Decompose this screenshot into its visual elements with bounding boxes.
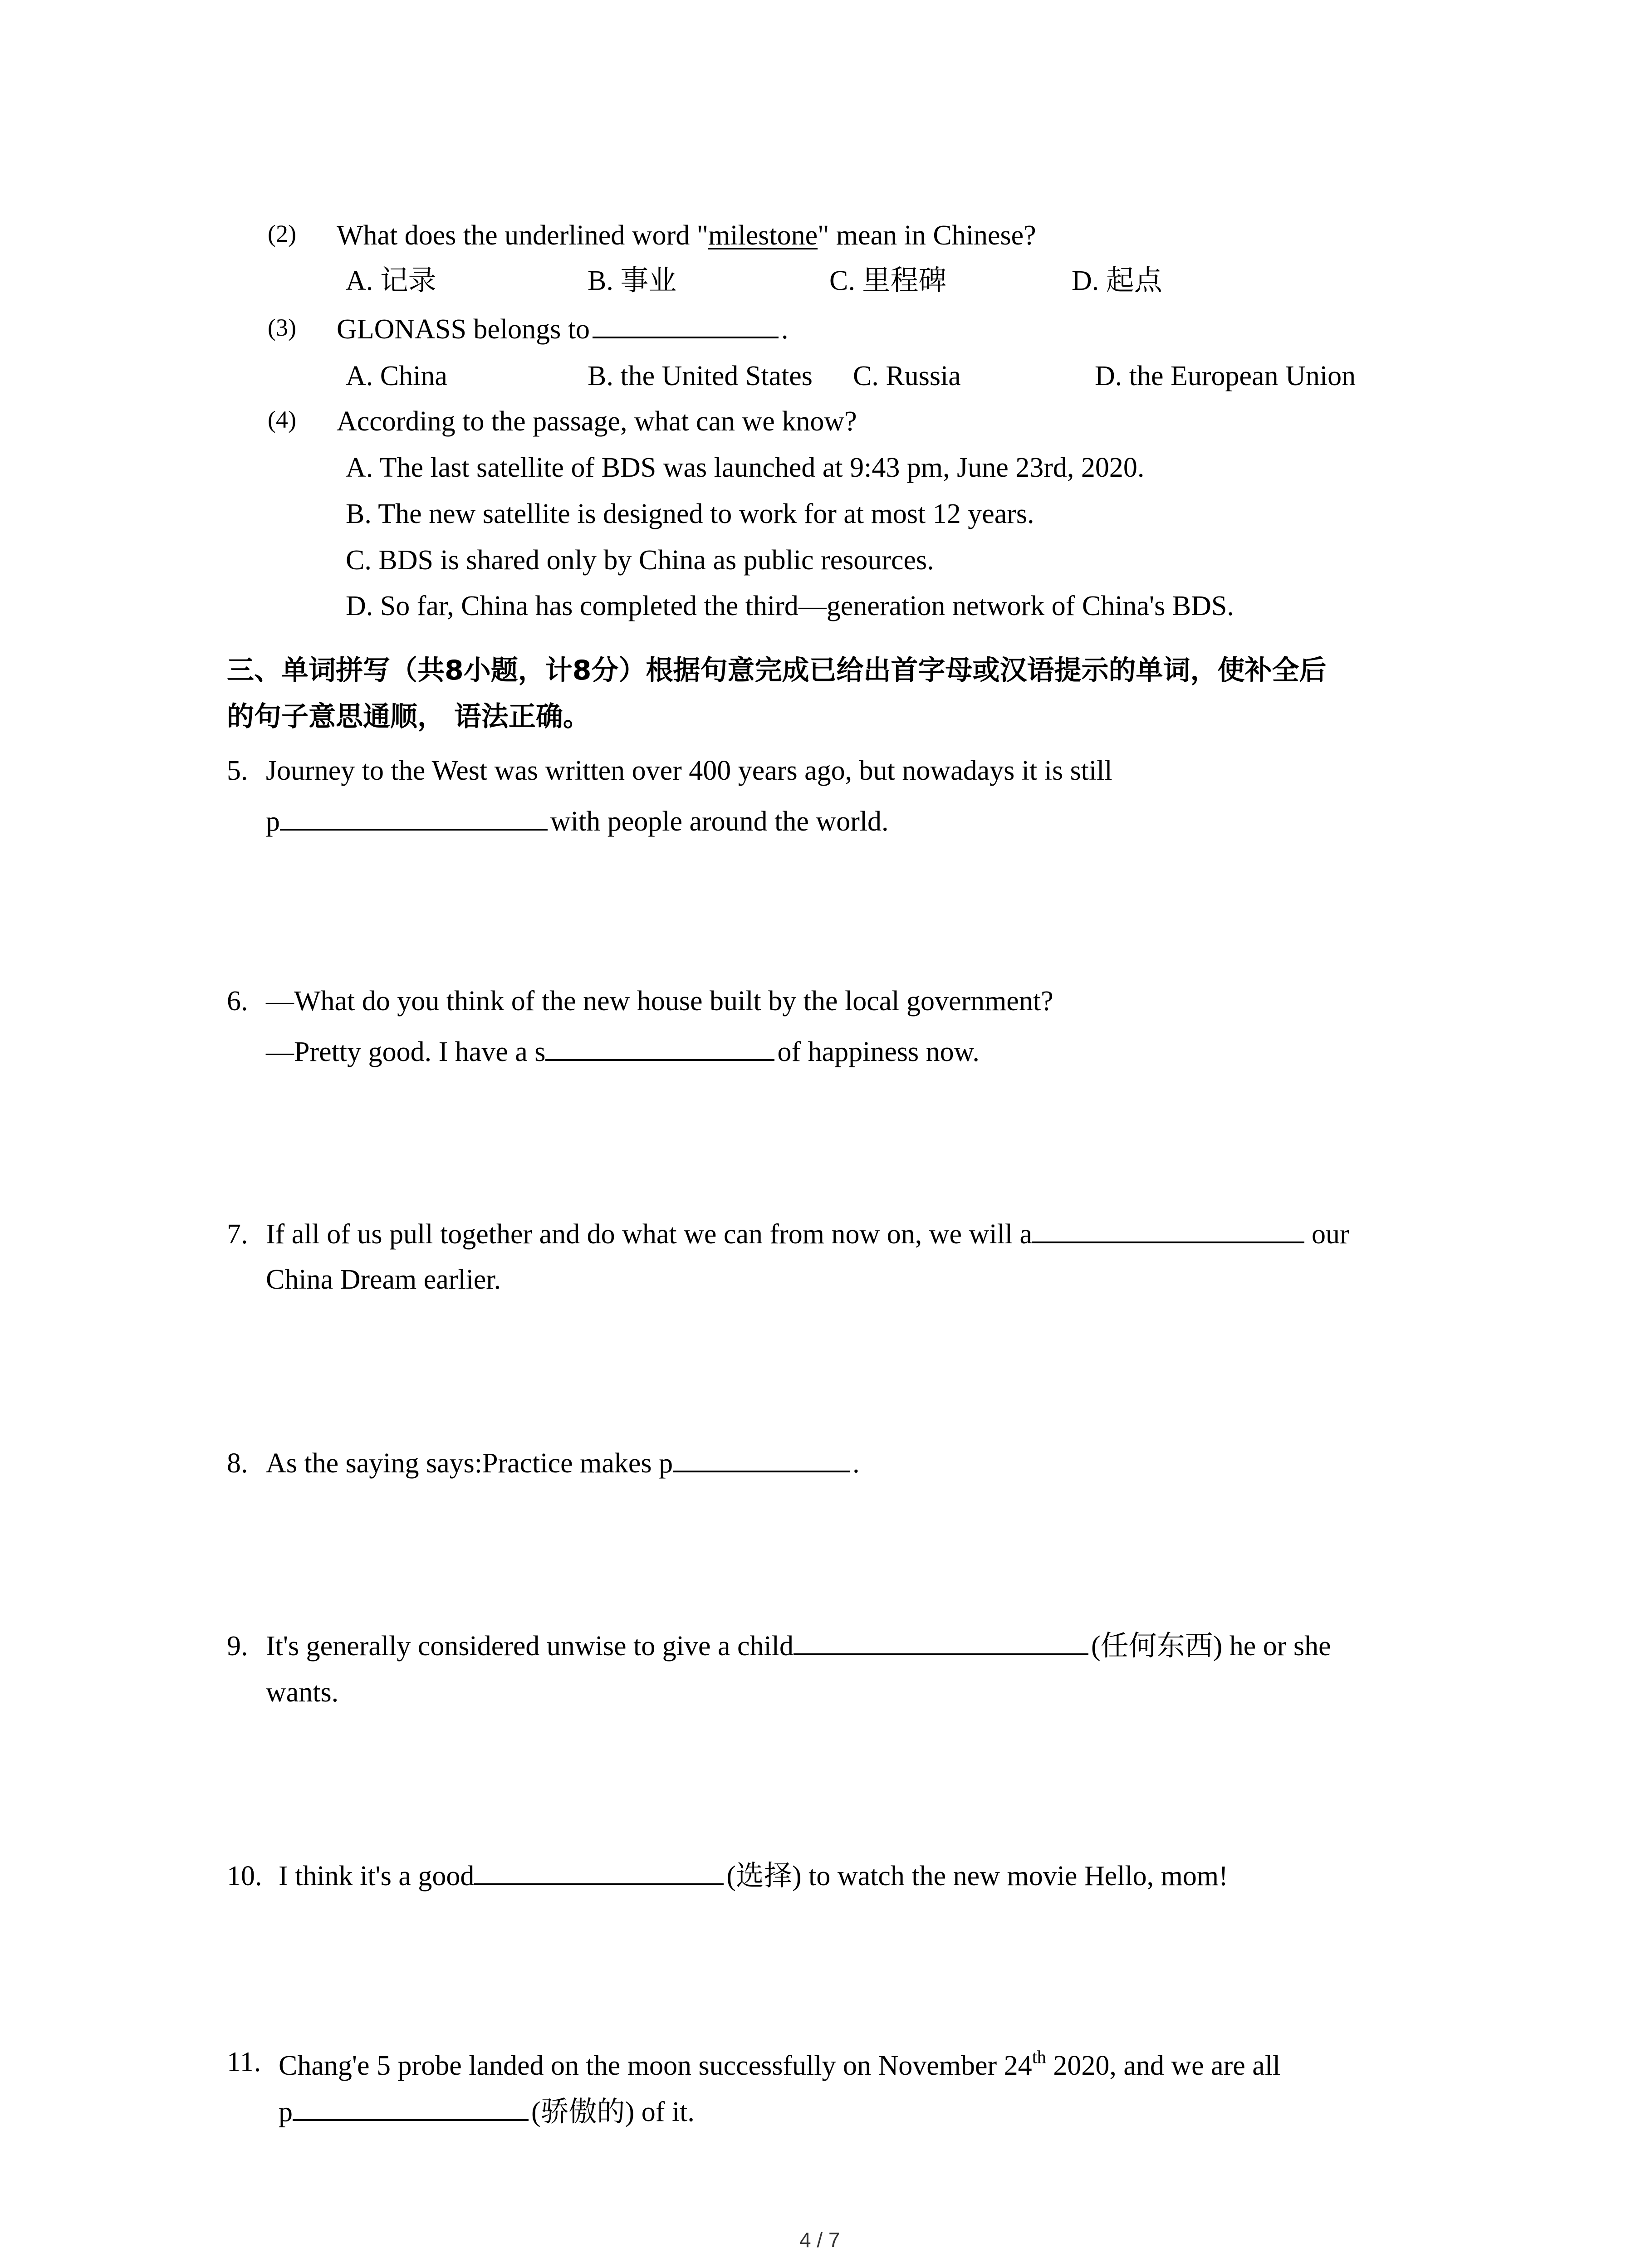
question-2-option-b: B. 事业 bbox=[588, 265, 677, 296]
question-10-before: I think it's a good bbox=[279, 1861, 475, 1892]
question-10-number: 10. bbox=[227, 1861, 262, 1892]
question-3-stem bbox=[337, 315, 789, 343]
question-3-number: (3) bbox=[268, 314, 296, 341]
question-3-stem-text: GLONASS belongs to bbox=[337, 314, 590, 345]
underlined-word: milestone bbox=[708, 220, 818, 251]
answer-blank[interactable] bbox=[1032, 1241, 1304, 1243]
question-2-option-a: A. 记录 bbox=[346, 265, 436, 296]
question-5-rest: with people around the world. bbox=[550, 806, 889, 837]
answer-blank[interactable] bbox=[280, 828, 548, 831]
question-5-line-1: Journey to the West was written over 400 years ago, but nowadays it is still bbox=[266, 755, 1112, 786]
question-8-line bbox=[266, 1449, 860, 1477]
question-7-line-1 bbox=[266, 1220, 1349, 1248]
question-11-before: Chang'e 5 probe landed on the moon successfully on November 24 bbox=[279, 2050, 1032, 2081]
question-11-letter: p bbox=[279, 2097, 293, 2127]
question-2-option-c: C. 里程碑 bbox=[829, 265, 947, 296]
page-number: 4 / 7 bbox=[799, 2228, 840, 2252]
answer-blank[interactable] bbox=[673, 1470, 850, 1472]
question-6-line-1: —What do you think of the new house built by the local government? bbox=[266, 986, 1053, 1017]
question-6-number: 6. bbox=[227, 986, 248, 1017]
question-8-after: . bbox=[852, 1448, 860, 1479]
question-4-number: (4) bbox=[268, 406, 296, 433]
question-4-option-d: D. So far, China has completed the third—generation network of China's BDS. bbox=[346, 591, 1234, 621]
question-11-line-2 bbox=[279, 2098, 695, 2126]
question-11-after: 2020, and we are all bbox=[1046, 2050, 1281, 2081]
question-9-number: 9. bbox=[227, 1631, 248, 1662]
question-9-line-1 bbox=[266, 1632, 1331, 1660]
question-10-after: (选择) to watch the new movie Hello, mom! bbox=[726, 1861, 1228, 1892]
question-3-option-a: A. China bbox=[346, 361, 447, 391]
question-7-after: our bbox=[1312, 1219, 1349, 1250]
question-5-line-2 bbox=[266, 807, 889, 836]
question-7-line-2: China Dream earlier. bbox=[266, 1264, 501, 1295]
question-9-before: It's generally considered unwise to give a child bbox=[266, 1631, 794, 1662]
question-4-option-a: A. The last satellite of BDS was launched at 9:43 pm, June 23rd, 2020. bbox=[346, 452, 1145, 483]
question-2-stem-before: What does the underlined word " bbox=[337, 220, 709, 251]
answer-blank[interactable] bbox=[474, 1883, 724, 1885]
question-6-before: —Pretty good. I have a s bbox=[266, 1036, 546, 1067]
question-2-number: (2) bbox=[268, 220, 296, 247]
ordinal-superscript: th bbox=[1032, 2047, 1046, 2067]
question-6-line-2 bbox=[266, 1038, 980, 1066]
section-heading-line-1: 三、单词拼写（共8小题，计8分）根据句意完成已给出首字母或汉语提示的单词，使补全后 bbox=[227, 655, 1327, 686]
question-3-option-b: B. the United States bbox=[588, 361, 813, 391]
question-2-option-d: D. 起点 bbox=[1072, 265, 1162, 296]
question-2-stem-after: " mean in Chinese? bbox=[818, 220, 1036, 251]
answer-blank[interactable] bbox=[293, 2119, 529, 2121]
question-11-line-1 bbox=[279, 2048, 1280, 2080]
question-3-option-d: D. the European Union bbox=[1095, 361, 1356, 391]
question-4-option-c: C. BDS is shared only by China as public resources. bbox=[346, 545, 934, 576]
question-7-number: 7. bbox=[227, 1219, 248, 1250]
question-2-stem bbox=[337, 221, 1036, 249]
question-3-stem-end: . bbox=[781, 314, 789, 345]
answer-blank[interactable] bbox=[593, 336, 779, 338]
question-11-hint: (骄傲的) of it. bbox=[531, 2097, 695, 2127]
question-5-number: 5. bbox=[227, 755, 248, 786]
question-9-hint: (任何东西) he or she bbox=[1091, 1631, 1331, 1662]
question-10-line bbox=[279, 1862, 1228, 1890]
question-3-option-c: C. Russia bbox=[853, 361, 961, 391]
question-6-after: of happiness now. bbox=[777, 1036, 980, 1067]
question-7-before: If all of us pull together and do what we can from now on, we will a bbox=[266, 1219, 1033, 1250]
answer-blank[interactable] bbox=[545, 1059, 774, 1061]
answer-blank[interactable] bbox=[794, 1653, 1088, 1655]
question-11-number: 11. bbox=[227, 2047, 261, 2077]
question-4-stem: According to the passage, what can we know? bbox=[337, 406, 857, 437]
question-8-number: 8. bbox=[227, 1448, 248, 1479]
section-heading-line-2: 的句子意思通顺， 语法正确。 bbox=[227, 701, 590, 733]
question-8-before: As the saying says:Practice makes p bbox=[266, 1448, 673, 1479]
question-9-line-2: wants. bbox=[266, 1677, 339, 1708]
question-4-option-b: B. The new satellite is designed to work for at most 12 years. bbox=[346, 499, 1034, 529]
question-5-letter: p bbox=[266, 806, 280, 837]
